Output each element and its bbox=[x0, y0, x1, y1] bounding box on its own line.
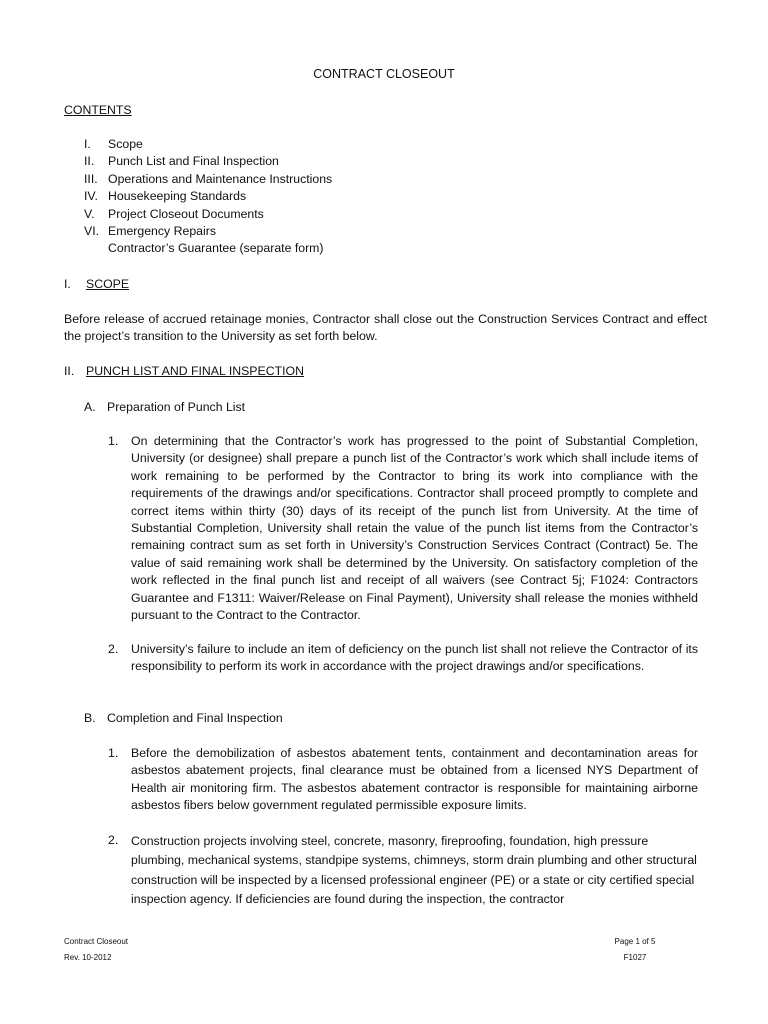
footer-form-number: F1027 bbox=[623, 953, 647, 962]
list-item-number: 1. bbox=[108, 746, 119, 760]
subsection-title: Completion and Final Inspection bbox=[107, 711, 283, 725]
section-number: II. bbox=[64, 364, 75, 378]
contents-item-number: III. bbox=[84, 171, 98, 186]
contents-item-number: V. bbox=[84, 206, 95, 221]
list-item-number: 2. bbox=[108, 833, 119, 847]
contents-item-label: Emergency Repairs bbox=[108, 223, 216, 238]
subsection-letter: A. bbox=[84, 400, 96, 414]
contents-item-number: II. bbox=[84, 154, 95, 169]
list-item-text: Before the demobilization of asbestos abatement tents, containment and decontamination areas for asbestos abatement projects, final clearance must be obtained from a licensed NYS Department of Health air monitoring firm. The asbestos abatement contractor is responsible for maintaining airborne asbestos fibers below government regulated permissible exposure limits. bbox=[131, 746, 698, 813]
section-title: SCOPE bbox=[86, 277, 130, 291]
list-item-number: 2. bbox=[108, 642, 119, 656]
footer-left bbox=[64, 936, 128, 963]
section-title: PUNCH LIST AND FINAL INSPECTION bbox=[86, 364, 304, 378]
footer-revision: Rev. 10-2012 bbox=[64, 953, 112, 962]
contents-item-number: VI. bbox=[84, 223, 100, 238]
contents-item-label: Housekeeping Standards bbox=[108, 189, 247, 204]
contents-item-label: Scope bbox=[108, 137, 143, 151]
contents-item-number: I. bbox=[84, 137, 91, 151]
contents-heading: CONTENTS bbox=[64, 103, 132, 117]
contents-item-label: Contractor’s Guarantee (separate form) bbox=[108, 241, 324, 256]
footer-right bbox=[606, 936, 664, 963]
list-item-text: University’s failure to include an item of deficiency on the punch list shall not relieve the Contractor of its responsibility to perform its work in accordance with the project drawings and/or specifications. bbox=[131, 642, 698, 674]
subsection-letter: B. bbox=[84, 711, 96, 725]
scope-paragraph: Before release of accrued retainage monies, Contractor shall close out the Construction Services Contract and effect the project’s transition to the University as set forth below. bbox=[64, 312, 707, 344]
list-item-text: On determining that the Contractor’s work has progressed to the point of Substantial Completion, University (or designee) shall prepare a punch list of the Contractor’s work which shall include items of work remaining to be performed by the Contractor to bring its work into compliance with the requirements of the drawings and/or specifications. Contractor shall proceed promptly to complete and correct items within thirty (30) days of its receipt of the punch list from University. At the time of Substantial Completion, University shall retain the value of the punch list items from the Contractor’s remaining contract sum as set forth in University’s Construction Services Contract (Contract) 5e. The value of said remaining work shall be determined by the University. On satisfactory completion of the work reflected in the final punch list and receipt of all waivers (see Contract 5j; F1024: Contractors Guarantee and F1311: Waiver/Release on Final Payment), University shall release the monies withheld pursuant to the Contract to the Contractor. bbox=[131, 434, 698, 623]
page-title: CONTRACT CLOSEOUT bbox=[313, 67, 455, 81]
footer-document-name: Contract Closeout bbox=[64, 937, 129, 946]
section-number: I. bbox=[64, 277, 71, 291]
contents-item-label: Punch List and Final Inspection bbox=[108, 154, 279, 169]
contents-item-number: IV. bbox=[84, 189, 98, 204]
list-item-number: 1. bbox=[108, 434, 119, 448]
contents-item-label: Operations and Maintenance Instructions bbox=[108, 171, 333, 186]
subsection-title: Preparation of Punch List bbox=[107, 400, 246, 414]
list-item-text: Construction projects involving steel, concrete, masonry, fireproofing, foundation, high pressure plumbing, mechanical systems, standpipe systems, chimneys, storm drain plumbing and other structural construction will be inspected by a licensed professional engineer (PE) or a state or city certified special inspection agency. If deficiencies are found during the inspection, the contractor bbox=[131, 834, 697, 907]
footer-page-number: Page 1 of 5 bbox=[614, 937, 656, 946]
contents-item-label: Project Closeout Documents bbox=[108, 206, 264, 221]
